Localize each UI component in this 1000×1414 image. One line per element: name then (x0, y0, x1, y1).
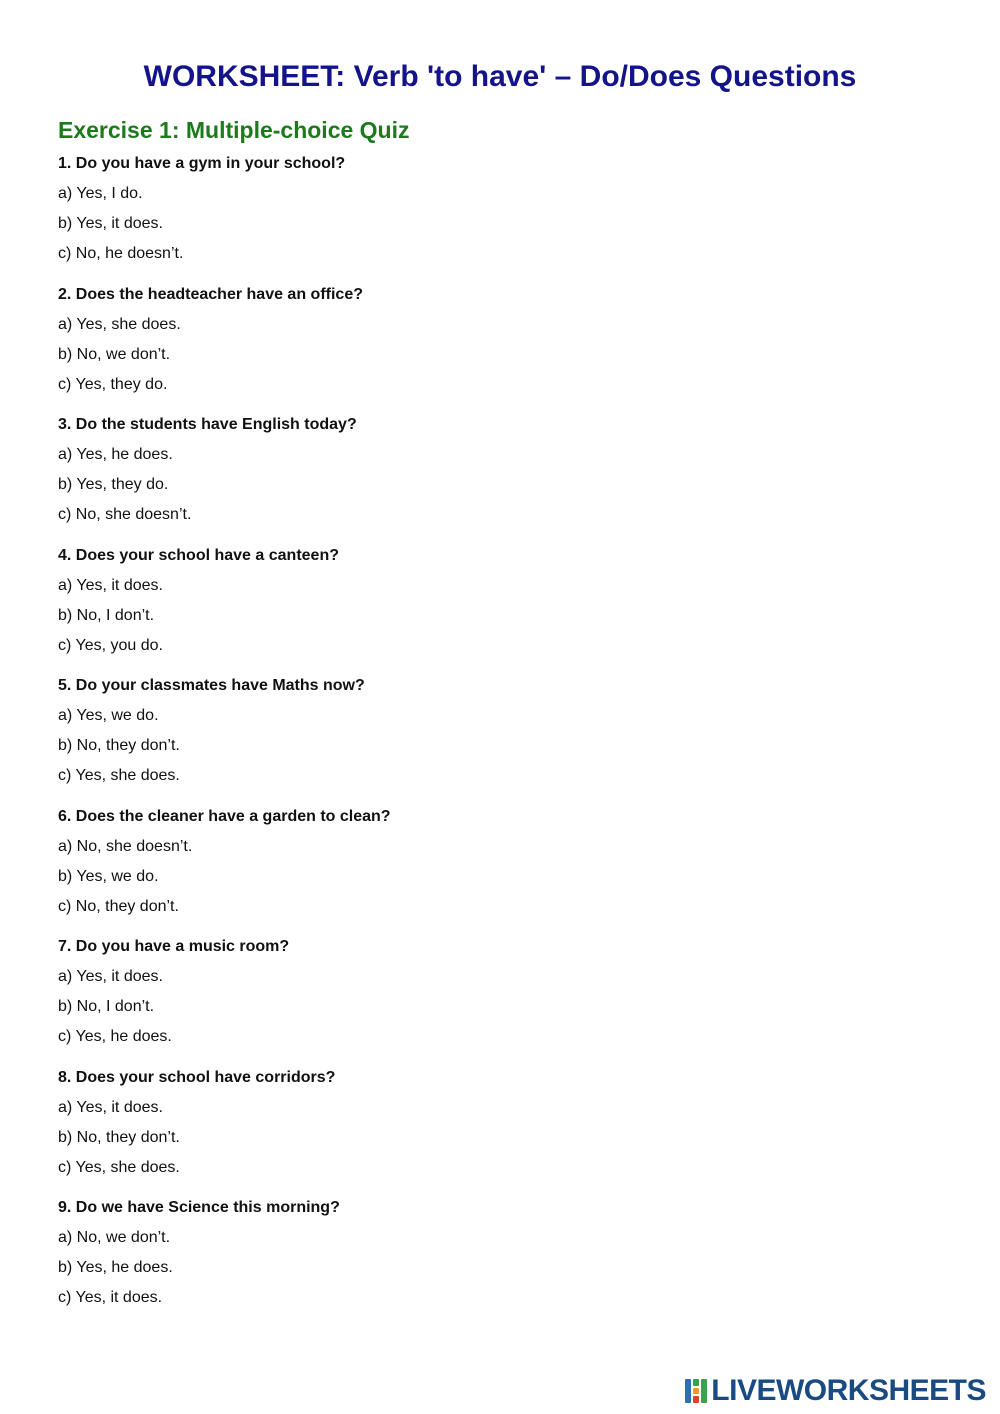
question-text: 6. Does the cleaner have a garden to clean? (58, 807, 391, 825)
answer-option-c[interactable]: c) Yes, he does. (58, 1028, 172, 1045)
question-list (58, 154, 938, 1329)
answer-option-b[interactable]: b) No, I don’t. (58, 606, 155, 624)
question-text: 9. Do we have Science this morning? (58, 1199, 340, 1216)
liveworksheets-logo-icon (685, 1379, 707, 1403)
answer-option-c[interactable]: c) Yes, she does. (58, 1158, 180, 1176)
answer-option-a[interactable]: a) Yes, he does. (58, 446, 173, 463)
question-1 (58, 154, 938, 285)
question-7 (58, 937, 938, 1068)
answer-option-a[interactable]: a) Yes, she does. (58, 315, 181, 333)
question-text: 3. Do the students have English today? (58, 416, 357, 433)
question-9 (58, 1198, 938, 1329)
question-8 (58, 1068, 938, 1199)
answer-option-b[interactable]: b) No, we don’t. (58, 345, 171, 363)
answer-option-a[interactable]: a) Yes, we do. (58, 707, 159, 724)
answer-option-a[interactable]: a) No, she doesn’t. (58, 837, 193, 855)
answer-option-a[interactable]: a) Yes, I do. (58, 185, 143, 202)
question-text: 2. Does the headteacher have an office? (58, 285, 363, 303)
answer-option-c[interactable]: c) Yes, they do. (58, 375, 168, 393)
question-text: 8. Does your school have corridors? (58, 1068, 336, 1086)
question-text: 7. Do you have a music room? (58, 938, 290, 955)
answer-option-b[interactable]: b) Yes, they do. (58, 476, 169, 493)
answer-option-b[interactable]: b) Yes, he does. (58, 1259, 173, 1276)
question-text: 5. Do your classmates have Maths now? (58, 677, 365, 694)
answer-option-a[interactable]: a) Yes, it does. (58, 1098, 163, 1116)
question-4 (58, 546, 938, 677)
answer-option-c[interactable]: c) No, they don’t. (58, 897, 179, 915)
question-5 (58, 676, 938, 807)
question-3 (58, 415, 938, 546)
liveworksheets-logo[interactable] (685, 1376, 986, 1406)
exercise-heading: Exercise 1: Multiple-choice Quiz (58, 117, 410, 143)
answer-option-c[interactable]: c) Yes, you do. (58, 636, 163, 654)
answer-option-b[interactable]: b) Yes, it does. (58, 215, 163, 232)
question-text: 4. Does your school have a canteen? (58, 546, 339, 564)
answer-option-c[interactable]: c) No, he doesn’t. (58, 245, 184, 262)
answer-option-c[interactable]: c) Yes, she does. (58, 767, 180, 784)
answer-option-b[interactable]: b) Yes, we do. (58, 867, 159, 885)
answer-option-b[interactable]: b) No, they don’t. (58, 737, 180, 754)
answer-option-c[interactable]: c) No, she doesn’t. (58, 506, 192, 523)
answer-option-a[interactable]: a) No, we don’t. (58, 1229, 171, 1246)
worksheet-title: WORKSHEET: Verb 'to have' – Do/Does Questions (143, 60, 857, 93)
question-2 (58, 285, 938, 416)
answer-option-c[interactable]: c) Yes, it does. (58, 1289, 163, 1306)
answer-option-a[interactable]: a) Yes, it does. (58, 576, 163, 594)
answer-option-a[interactable]: a) Yes, it does. (58, 968, 163, 985)
logo-wordmark: LIVEWORKSHEETS (711, 1374, 986, 1407)
answer-option-b[interactable]: b) No, I don’t. (58, 998, 155, 1015)
question-6 (58, 807, 938, 938)
question-text: 1. Do you have a gym in your school? (58, 155, 346, 172)
answer-option-b[interactable]: b) No, they don’t. (58, 1128, 180, 1146)
